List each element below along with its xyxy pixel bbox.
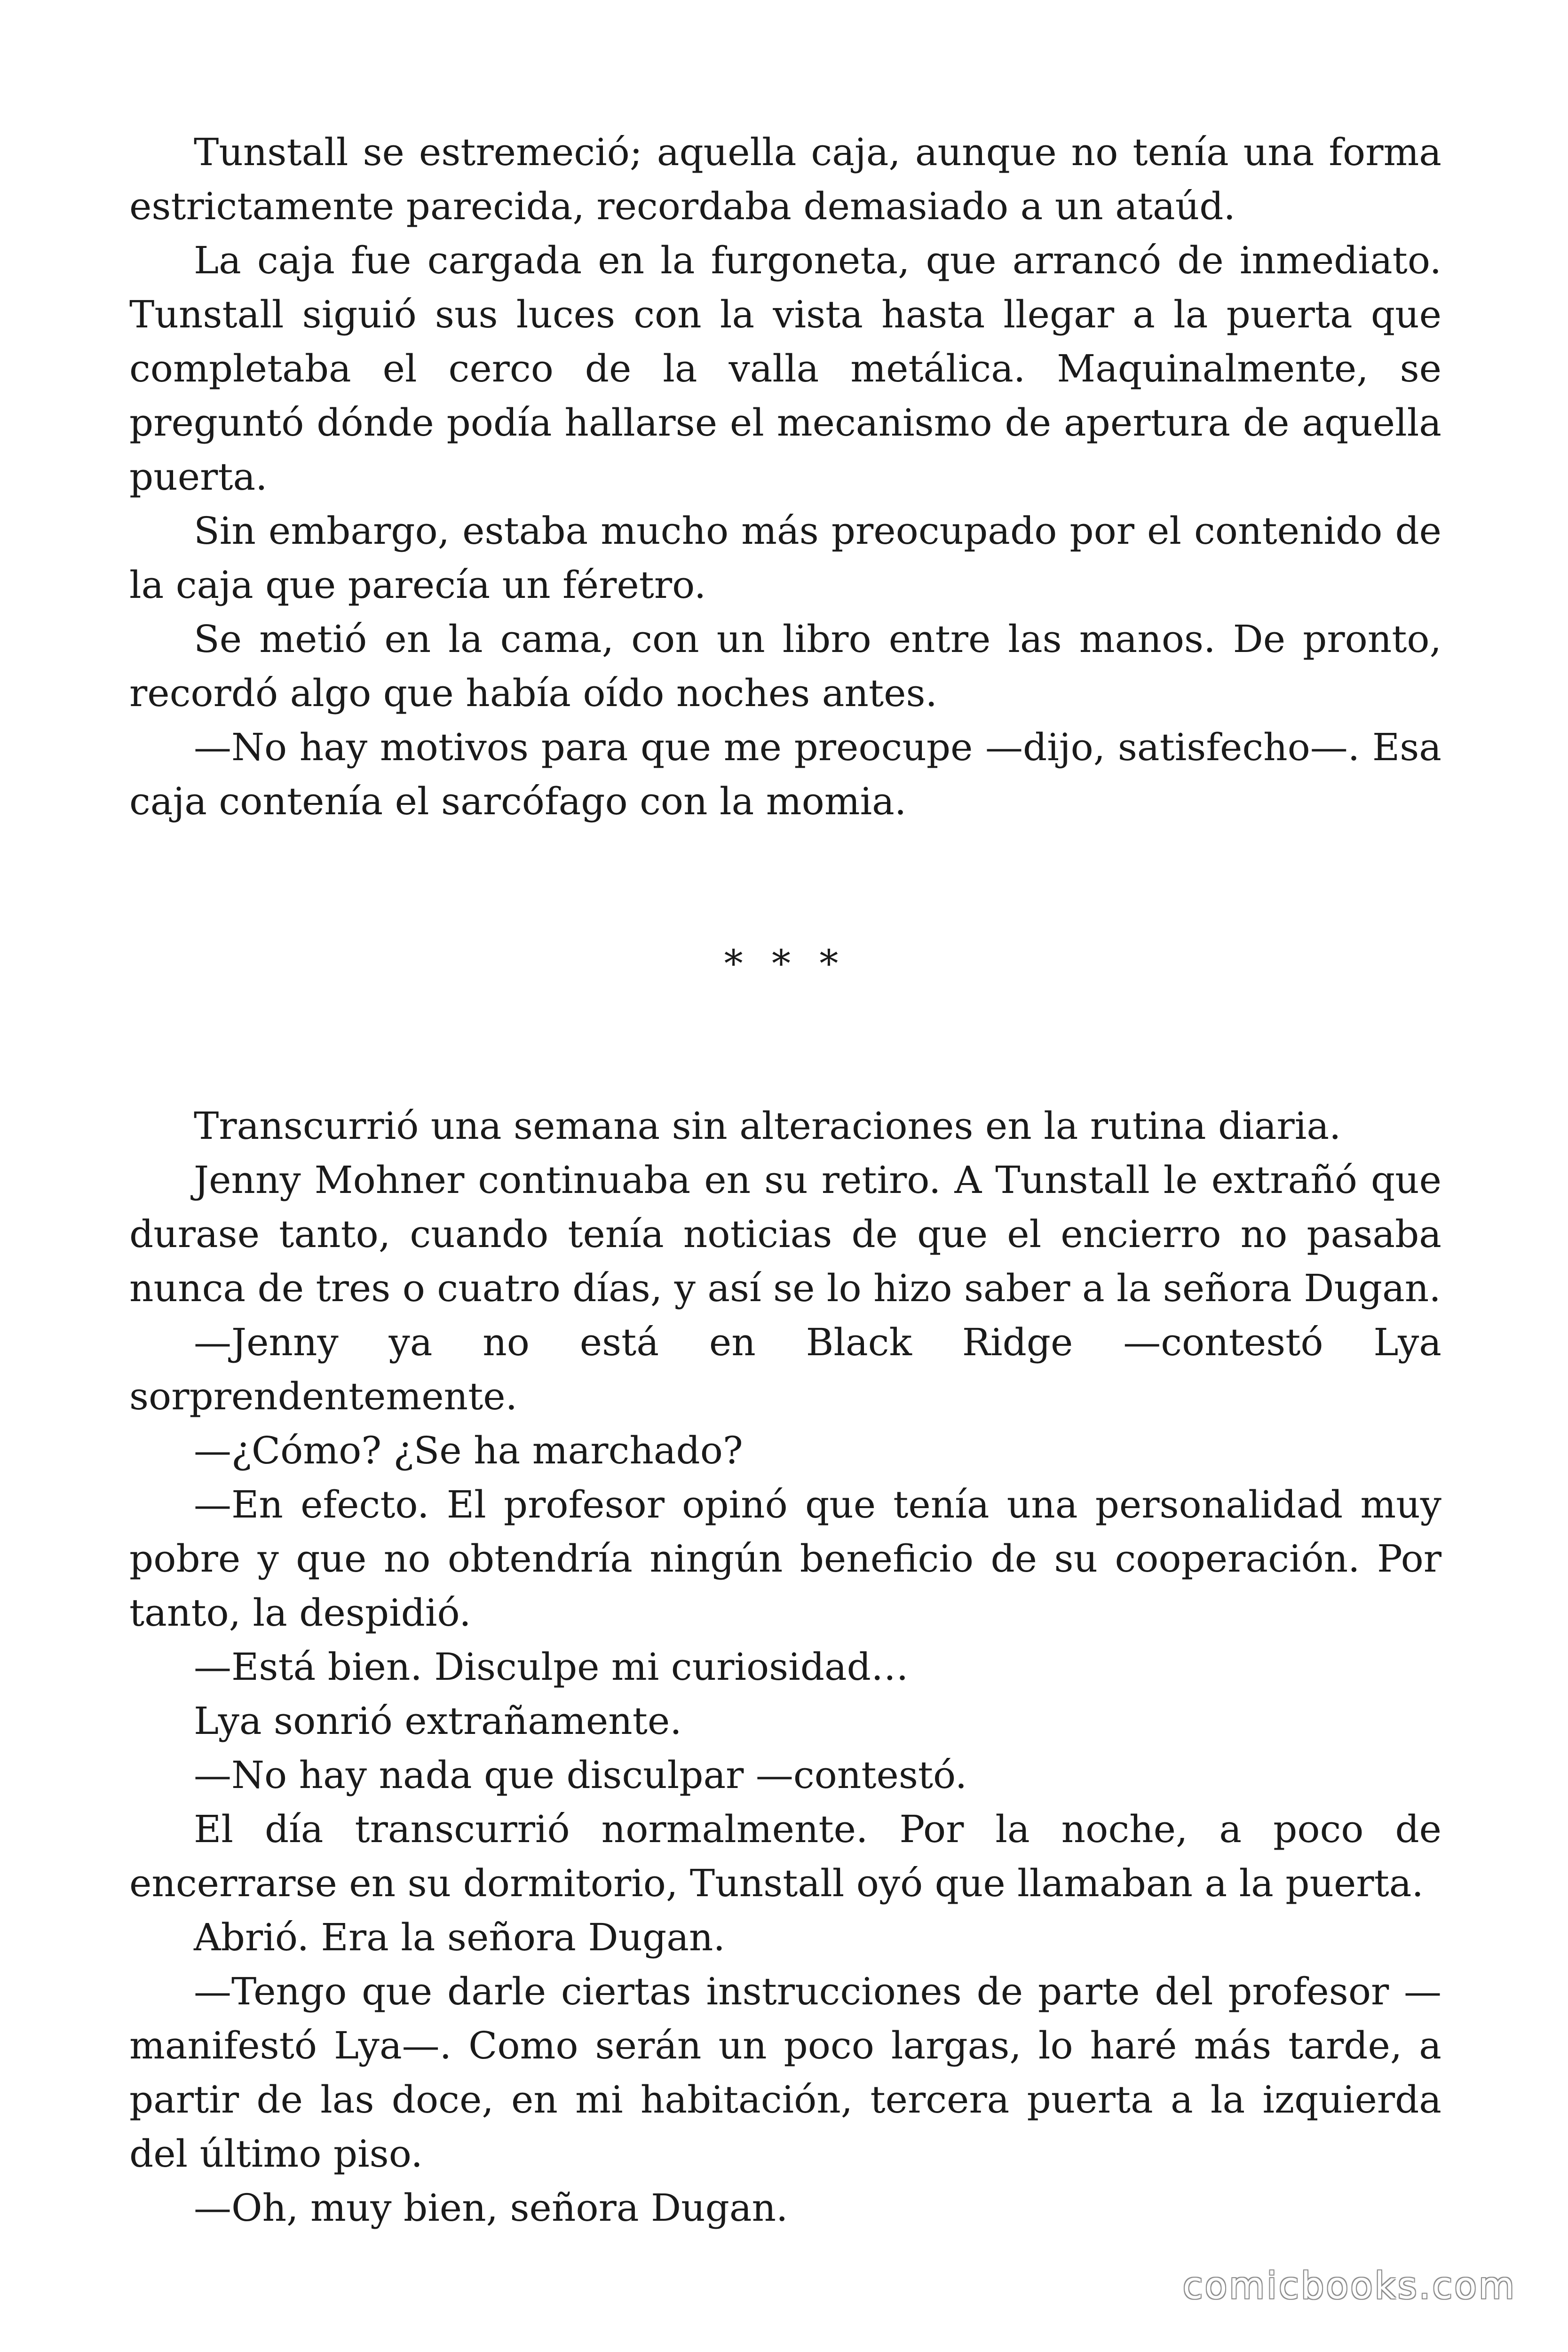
scene-break: * * *: [724, 942, 847, 985]
watermark: comicbooks.com: [1182, 2265, 1516, 2307]
paragraph: —En efecto. El profesor opinó que tenía una personalidad muy pobre y que no obtendría ningún beneficio de su cooperación. Por tanto, la despidió.: [129, 1483, 1441, 1635]
paragraph: El día transcurrió normalmente. Por la noche, a poco de encerrarse en su dormitorio, Tunstall oyó que llamaban a la puerta.: [129, 1807, 1441, 1905]
paragraph: Jenny Mohner continuaba en su retiro. A Tunstall le extrañó que durase tanto, cuando tenía noticias de que el encierro no pasaba nunca de tres o cuatro días, y así se lo hizo saber a la señora Dugan.: [129, 1158, 1441, 1310]
paragraph: Abrió. Era la señora Dugan.: [194, 1915, 725, 1959]
paragraph: —Jenny ya no está en Black Ridge —contestó Lya sorprendentemente.: [129, 1320, 1441, 1418]
paragraph: La caja fue cargada en la furgoneta, que arrancó de inmediato. Tunstall siguió sus luces con la vista hasta llegar a la puerta que completaba el cerco de la valla metálica. Maquinalmente, se preguntó dónde podía hallarse el mecanismo de apertura de aquella puerta.: [129, 238, 1441, 499]
paragraph: Transcurrió una semana sin alteraciones en la rutina diaria.: [194, 1104, 1341, 1148]
paragraph: —Está bien. Disculpe mi curiosidad…: [194, 1645, 909, 1689]
paragraph: —Oh, muy bien, señora Dugan.: [194, 2186, 788, 2230]
paragraph: —No hay nada que disculpar —contestó.: [194, 1753, 967, 1797]
paragraph: Sin embargo, estaba mucho más preocupado por el contenido de la caja que parecía un féretro.: [129, 509, 1441, 607]
paragraph: Tunstall se estremeció; aquella caja, aunque no tenía una forma estrictamente parecida, recordaba demasiado a un ataúd.: [129, 130, 1441, 228]
page-body: [129, 125, 1441, 2235]
paragraph: Se metió en la cama, con un libro entre las manos. De pronto, recordó algo que había oído noches antes.: [129, 617, 1441, 715]
paragraph: Lya sonrió extrañamente.: [194, 1699, 682, 1743]
paragraph: —¿Cómo? ¿Se ha marchado?: [194, 1429, 743, 1472]
paragraph: —No hay motivos para que me preocupe —dijo, satisfecho—. Esa caja contenía el sarcófago con la momia.: [129, 725, 1441, 823]
paragraph: —Tengo que darle ciertas instrucciones de parte del profesor —manifestó Lya—. Como serán un poco largas, lo haré más tarde, a partir de las doce, en mi habitación, tercera puerta a la izquierda del último piso.: [129, 1970, 1441, 2176]
